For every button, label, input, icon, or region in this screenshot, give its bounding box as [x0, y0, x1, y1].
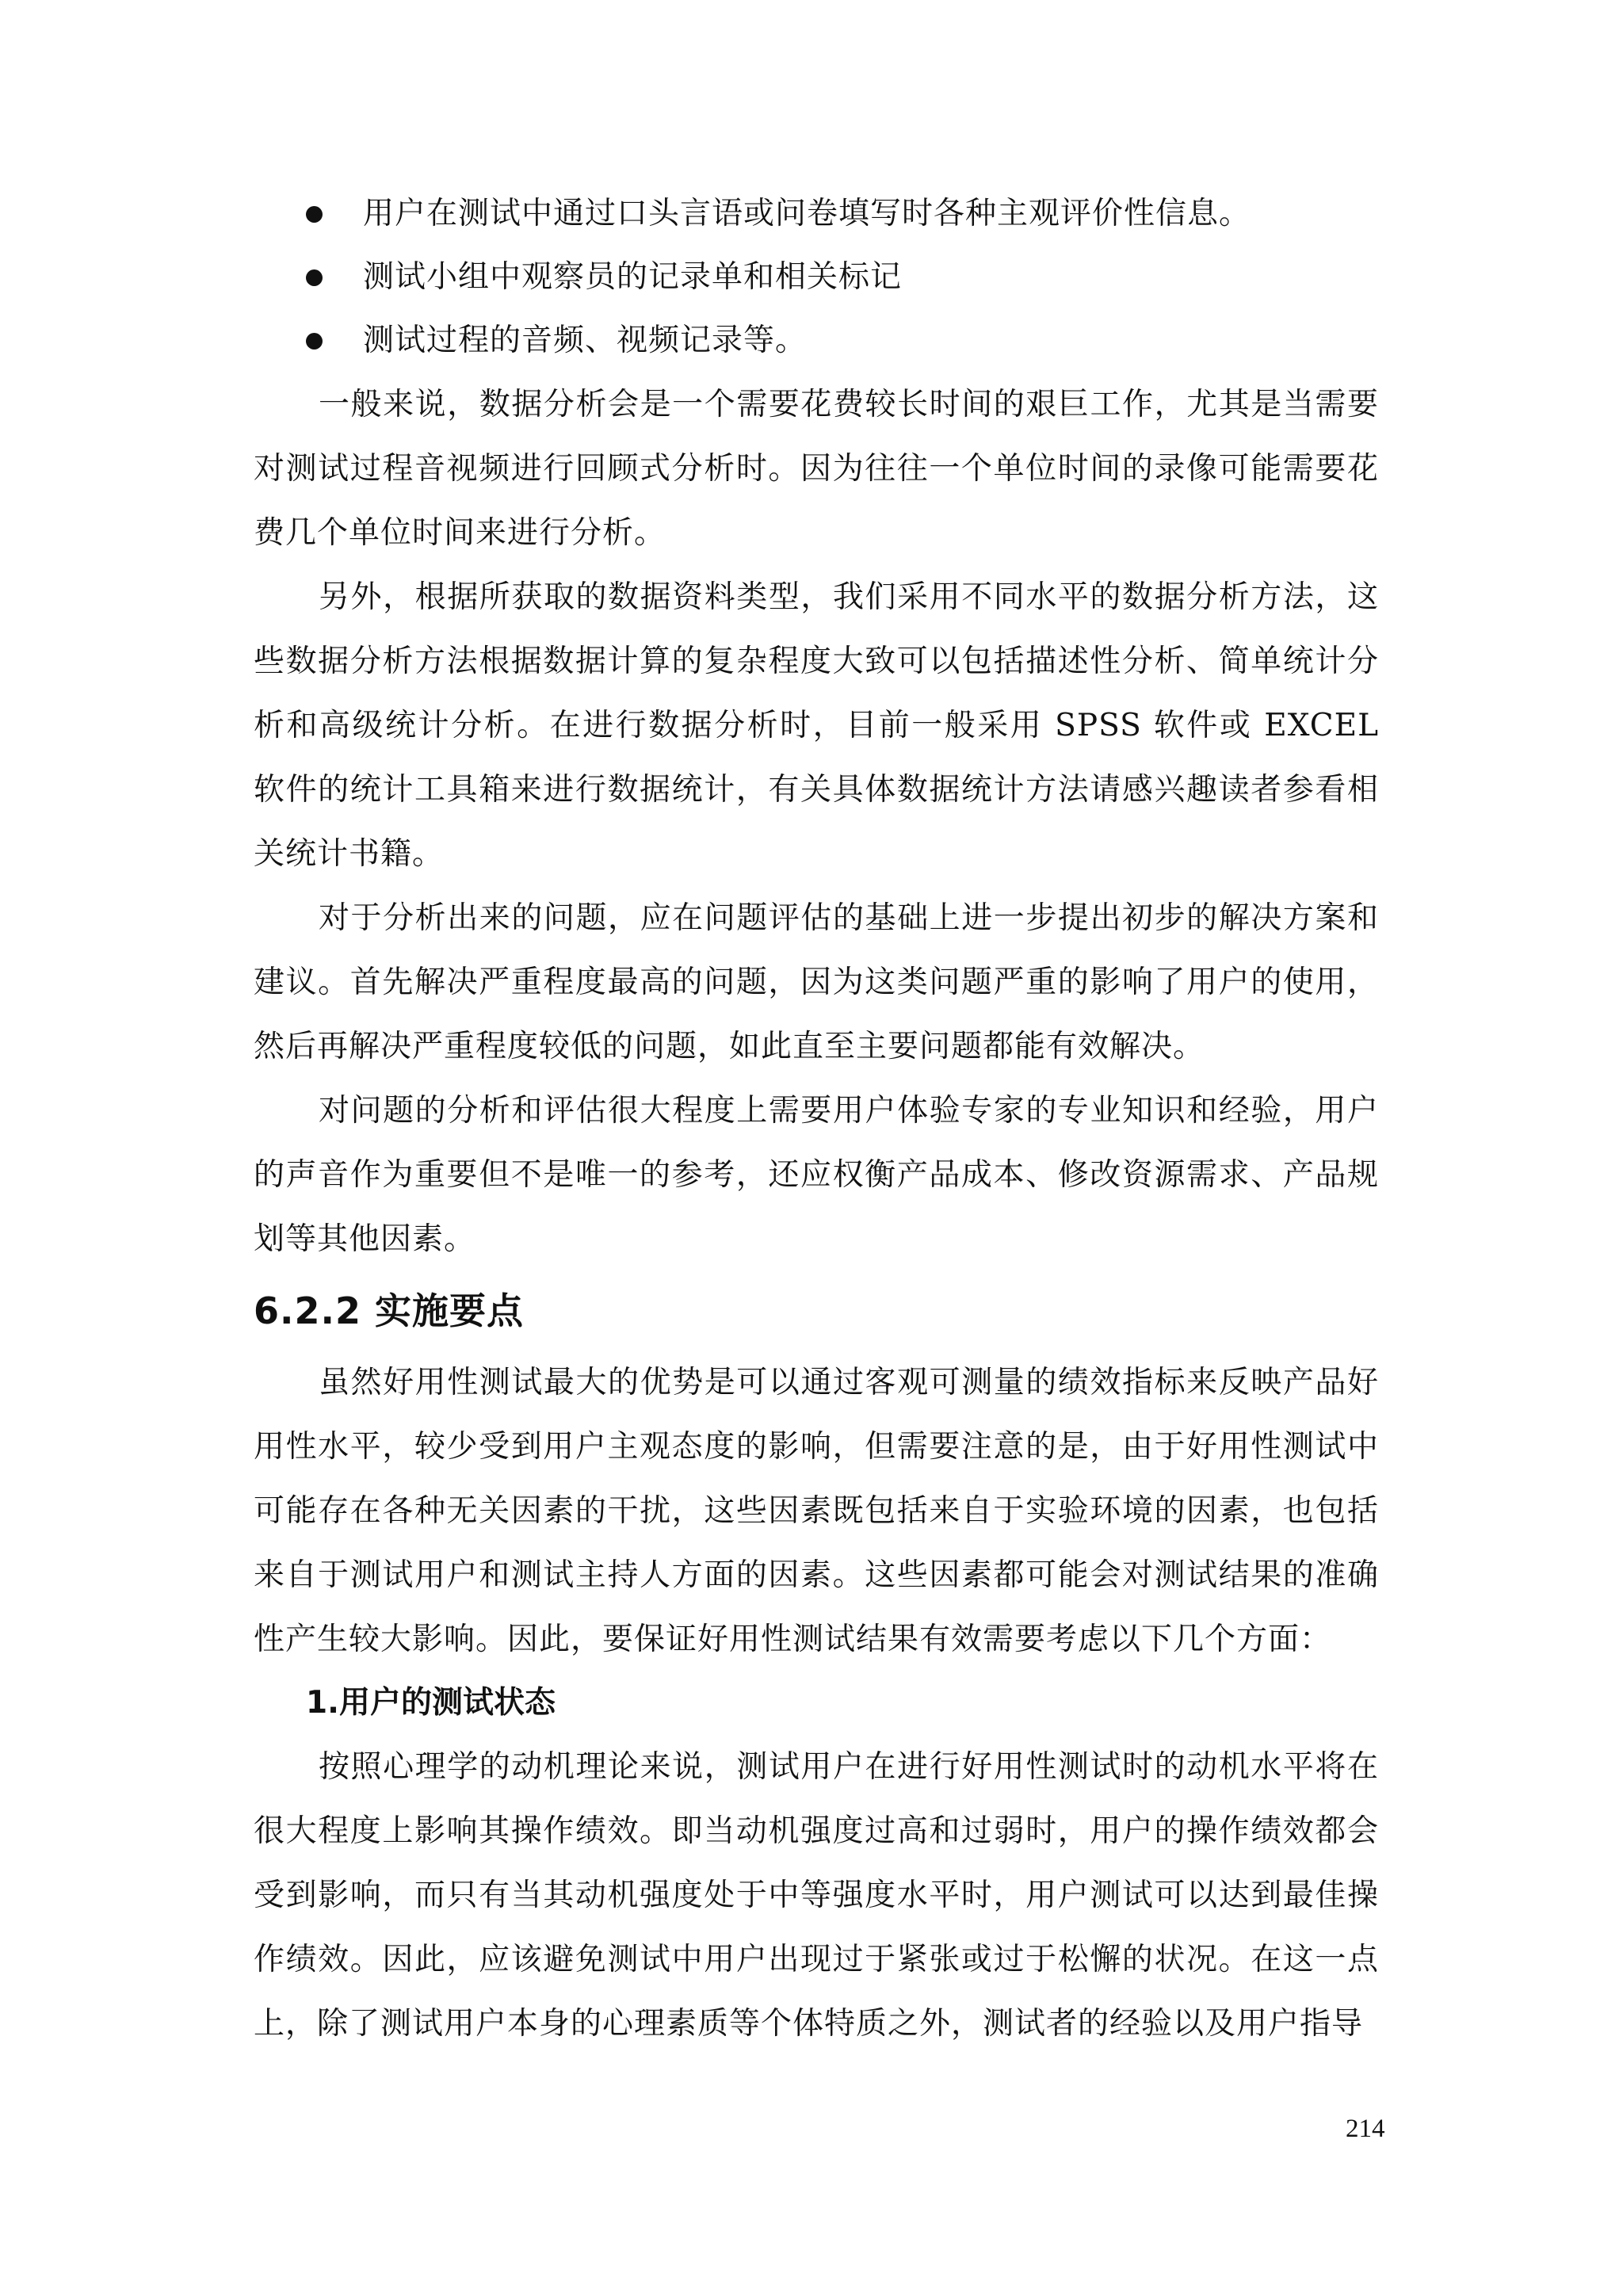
paragraph: 对于分析出来的问题，应在问题评估的基础上进一步提出初步的解决方案和建议。首先解决严重程度最高的问题，因为这类问题严重的影响了用户的使用，然后再解决严重程度较低的问题，如此直至主要问题都能有效解决。 — [254, 900, 1379, 1064]
page-content — [254, 182, 1379, 2056]
list-item — [254, 182, 1379, 246]
list-item — [254, 309, 1379, 372]
list-item-text: 用户在测试中通过口头言语或问卷填写时各种主观评价性信息。 — [363, 196, 1251, 231]
bullet-list — [254, 182, 1379, 372]
paragraph: 按照心理学的动机理论来说，测试用户在进行好用性测试时的动机水平将在很大程度上影响其操作绩效。即当动机强度过高和过弱时，用户的操作绩效都会受到影响，而只有当其动机强度处于中等强度水平时，用户测试可以达到最佳操作绩效。因此，应该避免测试中用户出现过于紧张或过于松懈的状况。在这一点上，除了测试用户本身的心理素质等个体特质之外，测试者的经验以及用户指导 — [254, 1749, 1379, 2042]
paragraph: 虽然好用性测试最大的优势是可以通过客观可测量的绩效指标来反映产品好用性水平，较少受到用户主观态度的影响，但需要注意的是，由于好用性测试中可能存在各种无关因素的干扰，这些因素既包括来自于实验环境的因素，也包括来自于测试用户和测试主持人方面的因素。这些因素都可能会对测试结果的准确性产生较大影响。因此，要保证好用性测试结果有效需要考虑以下几个方面： — [254, 1365, 1379, 1657]
sub-heading: 1.用户的测试状态 — [306, 1685, 556, 1721]
list-item-text: 测试过程的音频、视频记录等。 — [363, 323, 808, 358]
paragraph: 一般来说，数据分析会是一个需要花费较长时间的艰巨工作，尤其是当需要对测试过程音视频进行回顾式分析时。因为往往一个单位时间的录像可能需要花费几个单位时间来进行分析。 — [254, 387, 1379, 551]
section-heading: 6.2.2 实施要点 — [254, 1289, 524, 1332]
bullet-icon — [306, 333, 323, 350]
page-number: 214 — [1346, 2115, 1385, 2143]
bullet-icon — [306, 269, 323, 286]
list-item-text: 测试小组中观察员的记录单和相关标记 — [363, 259, 903, 295]
bullet-icon — [306, 206, 323, 223]
paragraph: 另外，根据所获取的数据资料类型，我们采用不同水平的数据分析方法，这些数据分析方法根据数据计算的复杂程度大致可以包括描述性分析、简单统计分析和高级统计分析。在进行数据分析时，目前一般采用 SPSS 软件或 EXCEL 软件的统计工具箱来进行数据统计，有关具体数据统计方法请感兴趣读者参看相关统计书籍。 — [254, 579, 1379, 872]
paragraph: 对问题的分析和评估很大程度上需要用户体验专家的专业知识和经验，用户的声音作为重要但不是唯一的参考，还应权衡产品成本、修改资源需求、产品规划等其他因素。 — [254, 1093, 1379, 1257]
list-item — [254, 246, 1379, 309]
